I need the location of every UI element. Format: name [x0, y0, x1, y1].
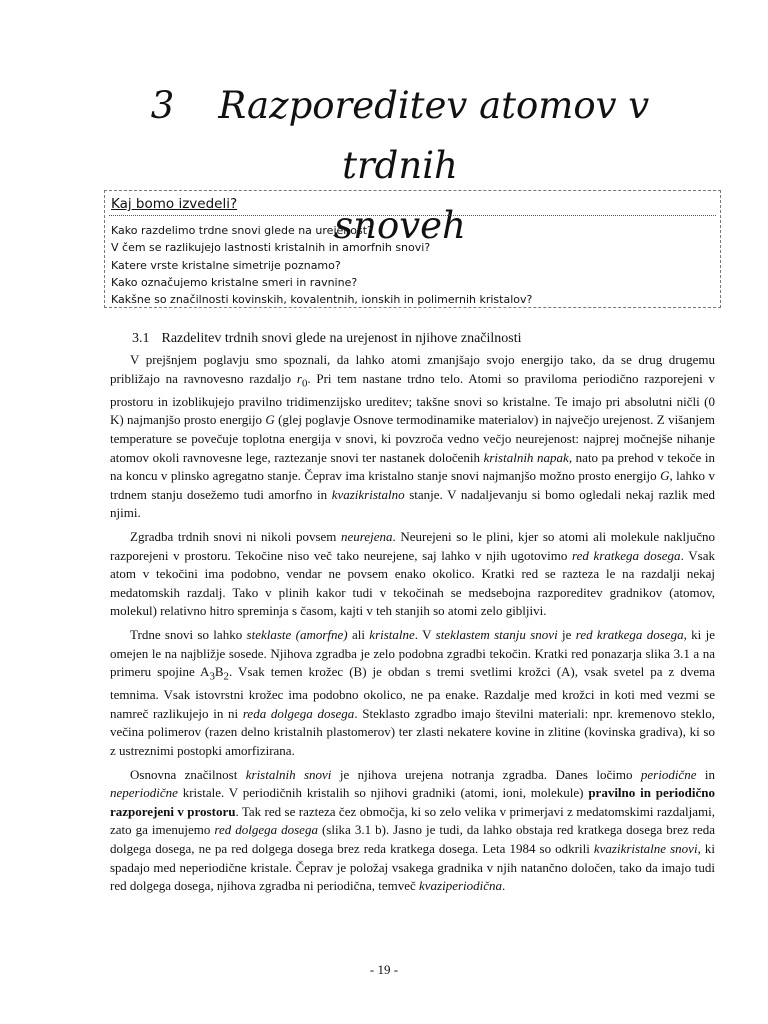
paragraph-4 [110, 766, 715, 896]
term-italic: reda dolgega dosega [242, 705, 355, 721]
paragraph-1 [110, 351, 715, 523]
symbol-g: G [660, 468, 670, 484]
learning-goals-list [111, 222, 532, 308]
text-run: . V [414, 626, 436, 642]
text-run: kristale. V periodičnih kristalih so njihovi gradniki (atomi, ioni, molekule) [177, 785, 589, 801]
learning-goal-item: V čem se razlikujejo lastnosti kristalnih in amorfnih snovi? [111, 241, 431, 255]
text-run: , nato pa prehod v tekoče in na koncu v plinsko agregatno stanje. Čeprav ima kristalno stanje snovi najmanjšo možno prosto energijo [110, 449, 715, 484]
text-run: ali [347, 626, 370, 642]
learning-goals-separator [109, 215, 716, 216]
term-italic: red kratkega dosega [572, 547, 681, 563]
text-run: . Tak red se razteza čez območja, ki so zelo velika v primerjavi z medatomskimi razdaljami, zato ga imenujemo [110, 803, 715, 838]
text-run: je njihova urejena notranja zgradba. Danes ločimo [331, 766, 641, 782]
paragraph-3 [110, 626, 715, 761]
term-italic: kvaziperiodična [419, 878, 503, 894]
text-run: . Vsak temen krožec (B) je obdan s tremi svetlimi krožci (A), vsak svetel pa z dvema temnima. Vsak istovrstni krožec ima podobno okolico, ne pa enake. Razdalje med krožci in koti med vezmi se namreč razlikujejo in ni [110, 664, 715, 721]
text-run: . Neurejeni so le plini, kjer so atomi ali molekule naključno razporejeni v prostoru. Tekočine niso več tako neurejene, saj lahko v njih ugotovimo [110, 528, 715, 563]
text-run: Osnovna značilnost [130, 766, 246, 782]
term-italic: red dolgega dosega [214, 822, 318, 838]
term-italic: kristalnih napak [483, 449, 569, 465]
term-italic: periodične [640, 766, 697, 782]
term-italic: kvazikristalno [331, 486, 405, 502]
section-title: Razdelitev trdnih snovi glede na urejenost in njihove značilnosti [161, 331, 522, 346]
text-run: . Steklasto zgradbo imajo številni materiali: npr. kremenovo steklo, večina polimerov (razen delno kristalnih plastomerov) ter zlasti nekatere kovine in zlitine (kovinska gradiva), ki so z ustreznimi postopki amorfizirana. [110, 705, 716, 759]
term-italic: kvazikristalne snovi [593, 841, 698, 857]
text-run: (glej poglavje Osnove termodinamike materialov) in največjo urejenost. Z višanjem temperature se povečuje toplotna energija v snovi, ki povzroča vedno večjo neurejenost: najprej močnejše nihanje atomov okoli ravnovesne lege, raztezanje snovi ter nastanek določenih [110, 412, 715, 465]
text-run: . Pri tem nastane trdno telo. Atomi so praviloma periodično razporejeni v prostoru in izoblikujejo pravilno tridimenzijsko ureditev; takšne snovi so kristalne. Te imajo pri absolutni ničli (0 K) najmanjšo prosto energijo [110, 370, 715, 428]
text-run: stanje. V nadaljevanju si bomo ogledali nekaj razlik med njimi. [110, 486, 715, 521]
subscript: 0 [301, 377, 308, 390]
chapter-title-text: Razporeditev atomov v trdnih [218, 84, 650, 187]
paragraph-2 [110, 528, 715, 621]
learning-goals-title: Kaj bomo izvedeli? [111, 196, 238, 212]
chapter-title-line1 [100, 76, 700, 196]
chapter-number: 3 [150, 84, 175, 127]
learning-goal-item: Katere vrste kristalne simetrije poznamo? [111, 258, 341, 272]
learning-goal-item: Kako razdelimo trdne snovi glede na urejenost? [111, 224, 373, 237]
text-run: , ki spadajo med neperiodične kristale. Čeprav je položaj vsakega gradnika v njih natančno določen, tako da imajo tudi red dolgega dosega, njihova zgradba ni periodična, temveč [110, 841, 715, 894]
chapter-title-line2: snoveh [334, 204, 466, 247]
term-italic: kristalne [369, 626, 415, 642]
text-run: Trdne snovi so lahko [130, 626, 247, 642]
text-run: in [696, 766, 715, 782]
term-bold: pravilno in periodično razporejeni v prostoru [110, 785, 715, 819]
text-run: . [502, 878, 506, 894]
body-text [110, 351, 715, 901]
term-italic: steklastem stanju snovi [435, 626, 558, 642]
learning-goal-item: Kakšne so značilnosti kovinskih, kovalentnih, ionskih in polimernih kristalov? [111, 293, 533, 307]
learning-goals-box [104, 190, 721, 308]
term-italic: neurejena [341, 528, 393, 544]
symbol-g: G [265, 412, 275, 428]
term-italic: steklaste (amorfne) [246, 626, 348, 642]
subscript: 2 [223, 670, 229, 683]
page-number: - 19 - [369, 962, 399, 977]
subscript: 3 [209, 670, 215, 683]
text-run: (slika 3.1 b). Jasno je tudi, da lahko obstaja red kratkega dosega brez reda dolgega dosega, ne pa red dolgega dosega brez reda kratkega dosega. Leta 1984 so odkrili [110, 822, 715, 857]
term-italic: neperiodične [110, 785, 178, 801]
text-run: B [214, 664, 224, 680]
learning-goal-item: Kako označujemo kristalne smeri in ravnine? [111, 275, 358, 289]
text-run: je [557, 626, 576, 642]
section-number: 3.1 [132, 331, 150, 346]
text-run: , lahko v trdnem stanju dosežemo tudi amorfno in [110, 468, 715, 502]
term-italic: red kratkega dosega [575, 626, 684, 642]
text-run: . Vsak atom v tekočini ima podobno, vendar ne povsem enako okolico. Kratki red se razteza le na razdalji nekaj medatomskih razdalj. Tako v plinih kakor tudi v tekočinah se medsebojna razporeditev gradnikov (atomov, molekul) relativno hitro spreminja s časom, kajti v teh stanjih so atomi zelo gibljivi. [110, 547, 715, 619]
text-run: , ki je omejen le na najbližje sosede. Njihova zgradba je zelo podobna zgradbi tekočin. Kratki red ponazarja slika 3.1 a na primeru spojine A [110, 626, 715, 680]
text-run: Zgradba trdnih snovi ni nikoli povsem [130, 528, 341, 544]
term-italic: kristalnih snovi [245, 766, 332, 782]
symbol-r: r [296, 370, 302, 386]
text-run: V prejšnjem poglavju smo spoznali, da lahko atomi zmanjšajo svojo energijo tako, da se drug drugemu približajo na ravnovesno razdaljo [110, 352, 715, 386]
section-heading [132, 331, 522, 347]
